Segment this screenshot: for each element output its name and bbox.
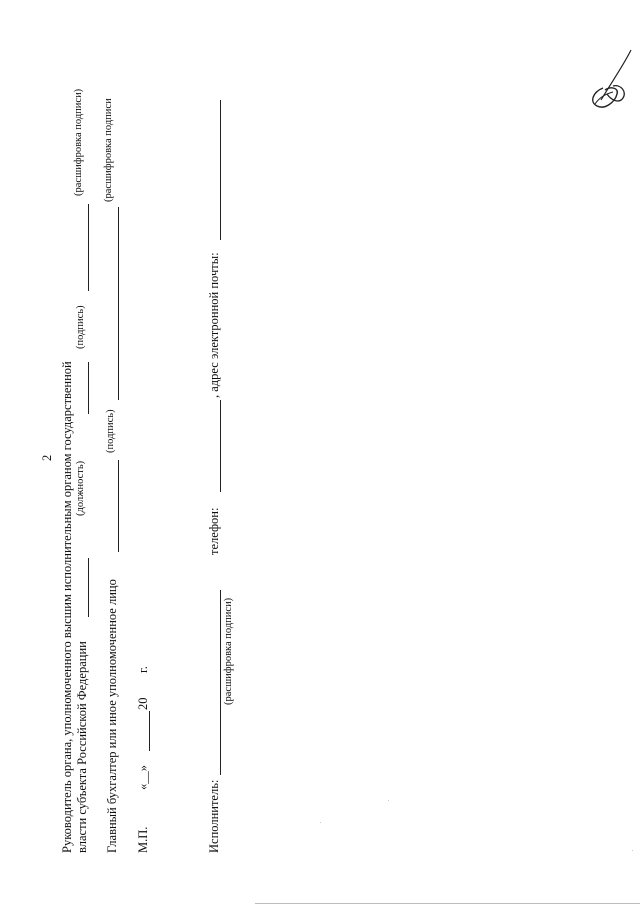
date-year-suffix: г. xyxy=(136,666,150,673)
date-month-line xyxy=(149,711,150,751)
head-position-line xyxy=(88,558,89,617)
accountant-decoding-caption: (расшифровка подписи xyxy=(103,98,114,202)
accountant-signature-caption: (подпись) xyxy=(105,409,116,453)
executor-label: Исполнитель: xyxy=(207,779,221,853)
head-title-line2: власти субъекта Российской Федерации xyxy=(75,641,89,853)
scan-dust xyxy=(632,850,633,851)
accountant-signature-line xyxy=(118,460,119,552)
phone-label: телефон: xyxy=(207,507,221,555)
accountant-label: Главный бухгалтер или иное уполномоченное лицо xyxy=(105,579,119,853)
executor-decoding-caption: (расшифровка подписи) xyxy=(223,597,234,705)
seal-label: М.П. xyxy=(136,826,150,853)
scan-dust xyxy=(320,822,321,823)
page-number: 2 xyxy=(40,454,54,461)
head-signature-line xyxy=(88,362,89,414)
date-day: «__» xyxy=(136,765,150,790)
head-position-caption: (должность) xyxy=(75,460,86,516)
scan-edge-line xyxy=(255,903,640,904)
accountant-decoding-line xyxy=(118,207,119,400)
scan-dust xyxy=(388,800,389,801)
head-decoding-caption: (расшифровка подписи) xyxy=(73,88,84,196)
date-year-prefix: 20 xyxy=(136,697,150,710)
head-title-line1: Руководитель органа, уполномоченного высшим исполнительным органом государственной xyxy=(60,361,74,853)
head-signature-caption: (подпись) xyxy=(75,305,86,349)
handwritten-signature xyxy=(583,44,640,124)
email-line xyxy=(220,100,221,240)
email-label: , адрес электронной почты: xyxy=(207,252,221,398)
head-decoding-line xyxy=(88,204,89,291)
executor-signature-line xyxy=(220,590,221,775)
phone-line xyxy=(220,400,221,492)
